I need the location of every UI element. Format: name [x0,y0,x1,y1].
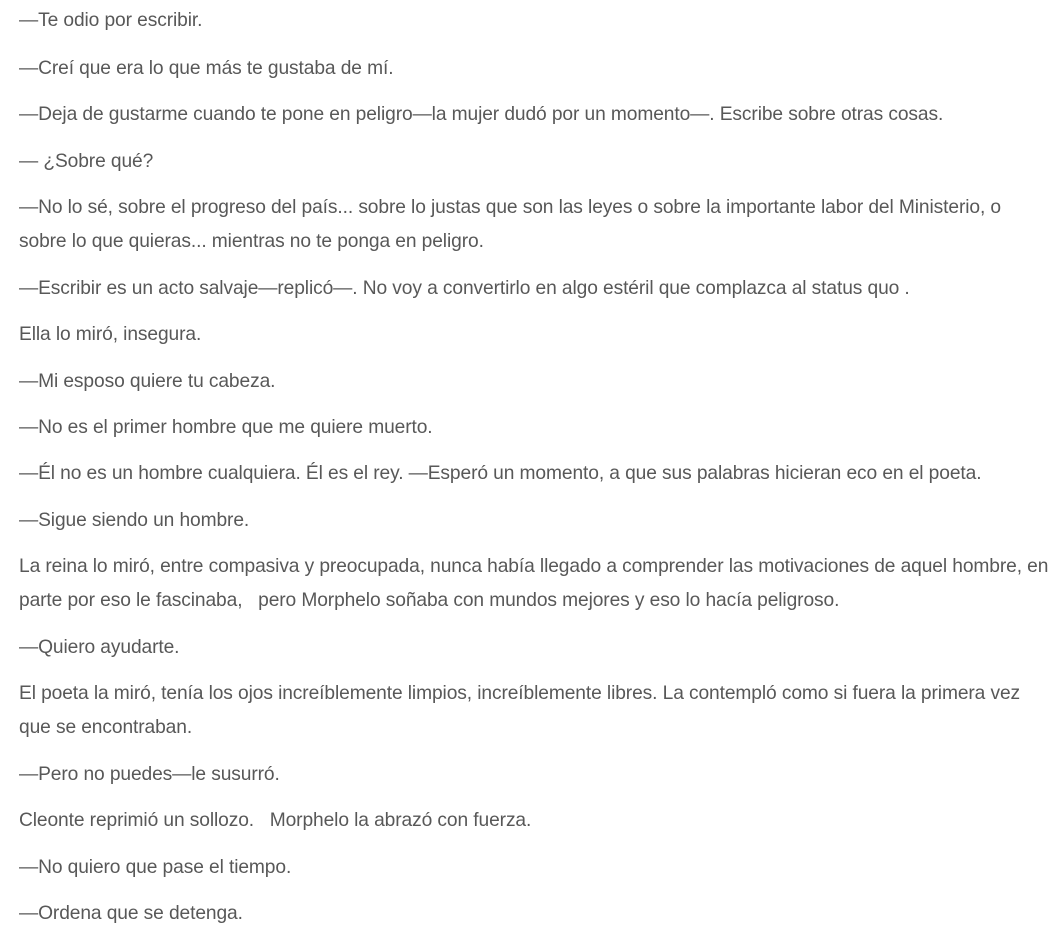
paragraph: —No quiero que pase el tiempo. [19,857,292,878]
paragraph: —Escribir es un acto salvaje—replicó—. No voy a convertirlo en algo estéril que complazca al status quo . [19,278,910,299]
paragraph: — ¿Sobre qué? [19,151,154,172]
paragraph: —Sigue siendo un hombre. [19,510,250,531]
paragraph: El poeta la miró, tenía los ojos increíblemente limpios, increíblemente libres. La contempló como si fuera la primera vez que se encontraban. [19,683,1026,738]
paragraph: —Quiero ayudarte. [19,637,180,658]
paragraph: —No lo sé, sobre el progreso del país... sobre lo justas que son las leyes o sobre la importante labor del Ministerio, o sobre lo que quieras... mientras no te ponga en peligro. [19,197,1007,252]
paragraph: —Creí que era lo que más te gustaba de mí. [19,58,394,79]
paragraph: La reina lo miró, entre compasiva y preocupada, nunca había llegado a comprender las motivaciones de aquel hombre, en parte por eso le fascinaba, pero Morphelo soñaba con mundos mejores y eso lo hacía peligroso. [19,556,1054,611]
paragraph: Cleonte reprimió un sollozo. Morphelo la abrazó con fuerza. [19,810,532,831]
paragraph: —Él no es un hombre cualquiera. Él es el rey. —Esperó un momento, a que sus palabras hicieran eco en el poeta. [19,463,982,484]
paragraph: —Pero no puedes—le susurró. [19,764,280,785]
paragraph: —Deja de gustarme cuando te pone en peligro—la mujer dudó por un momento—. Escribe sobre otras cosas. [19,104,944,125]
paragraph: —Ordena que se detenga. [19,903,243,924]
paragraph: —No es el primer hombre que me quiere muerto. [19,417,433,438]
paragraph: —Te odio por escribir. [19,10,203,31]
paragraph: —Mi esposo quiere tu cabeza. [19,371,276,392]
paragraph: Ella lo miró, insegura. [19,324,202,345]
